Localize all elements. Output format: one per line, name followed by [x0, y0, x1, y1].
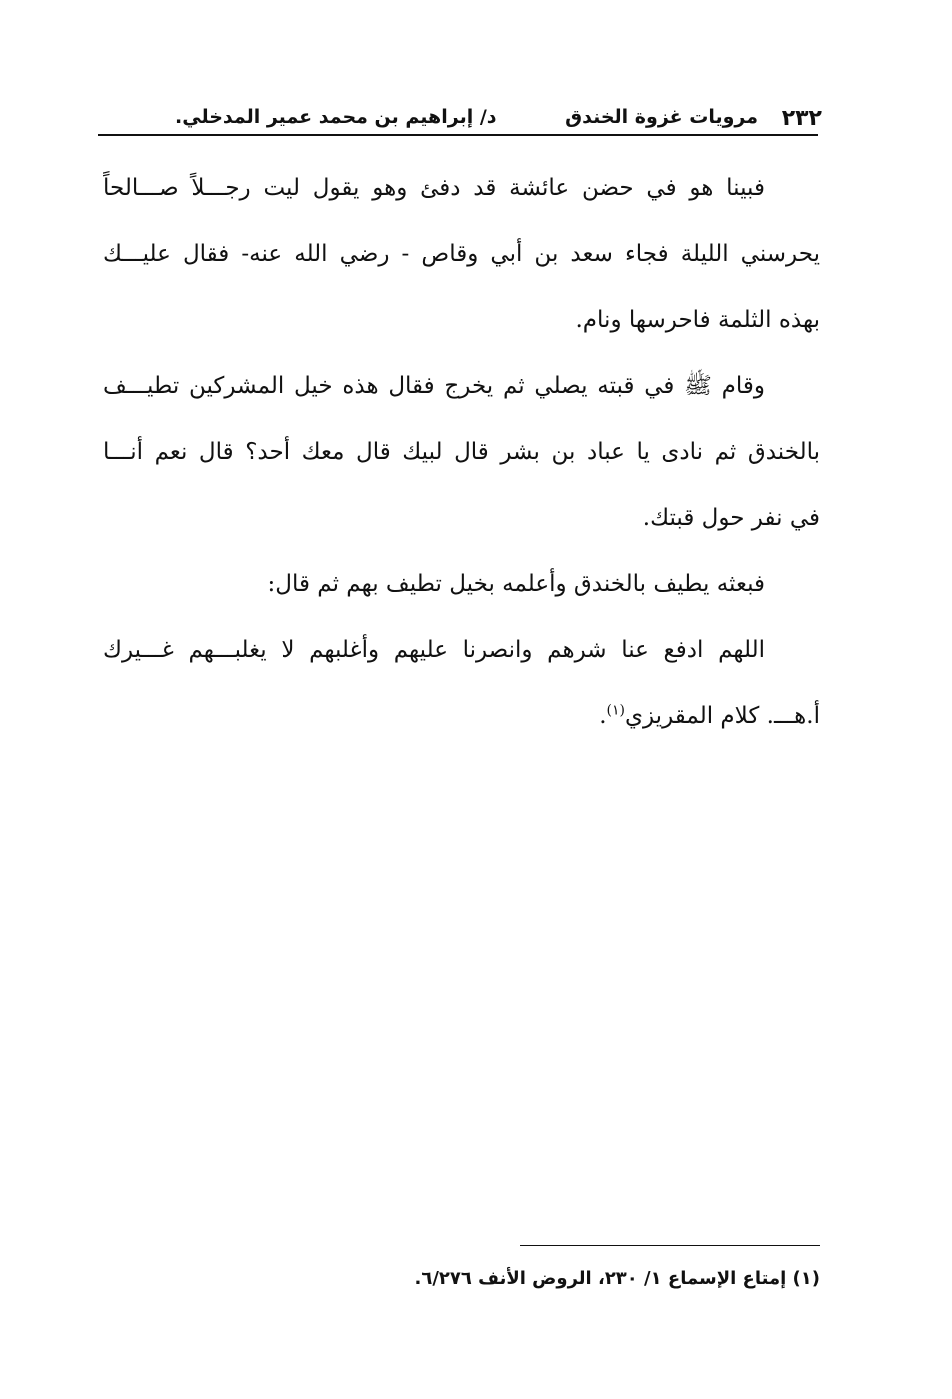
- book-title: مرويات غزوة الخندق: [565, 106, 758, 128]
- body-line: يحرسني الليلة فجاء سعد بن أبي وقاص - رضي الله عنه- فقال عليـــك: [103, 241, 820, 267]
- footnote-text: (١) إمتاع الإسماع ١/ ٢٣٠، الروض الأنف ٦/٢٧٦.: [414, 1268, 820, 1289]
- closing-period: .: [599, 703, 607, 729]
- running-head: [100, 100, 822, 136]
- body-text: [103, 155, 820, 749]
- body-line: اللهم ادفع عنا شرهم وانصرنا عليهم وأغلبهم لا يغلبـــهم غـــيرك: [103, 637, 765, 663]
- body-line: بهذه الثلمة فاحرسها ونام.: [575, 307, 820, 333]
- footnote-rule: [520, 1245, 820, 1246]
- quote-attribution: أ.هـــ. كلام المقريزي: [624, 703, 820, 729]
- body-line-with-footnote: [103, 683, 820, 749]
- page-number: ٢٣٢: [781, 106, 822, 131]
- body-line: في نفر حول قبتك.: [642, 505, 820, 531]
- footnote-reference[interactable]: (١): [606, 702, 625, 719]
- body-line: وقام ﷺ في قبته يصلي ثم يخرج فقال هذه خيل المشركين تطيـــف: [103, 373, 765, 399]
- header-rule: [98, 134, 818, 136]
- body-line: بالخندق ثم نادى يا عباد بن بشر قال لبيك قال معك أحد؟ قال نعم أنـــا: [103, 439, 820, 465]
- author-name: د/ إبراهيم بن محمد عمير المدخلي.: [175, 106, 497, 128]
- body-line: فبعثه يطيف بالخندق وأعلمه بخيل تطيف بهم ثم قال:: [267, 571, 765, 597]
- body-line: فبينا هو في حضن عائشة قد دفئ وهو يقول ليت رجـــلاً صـــالحاً: [103, 175, 765, 201]
